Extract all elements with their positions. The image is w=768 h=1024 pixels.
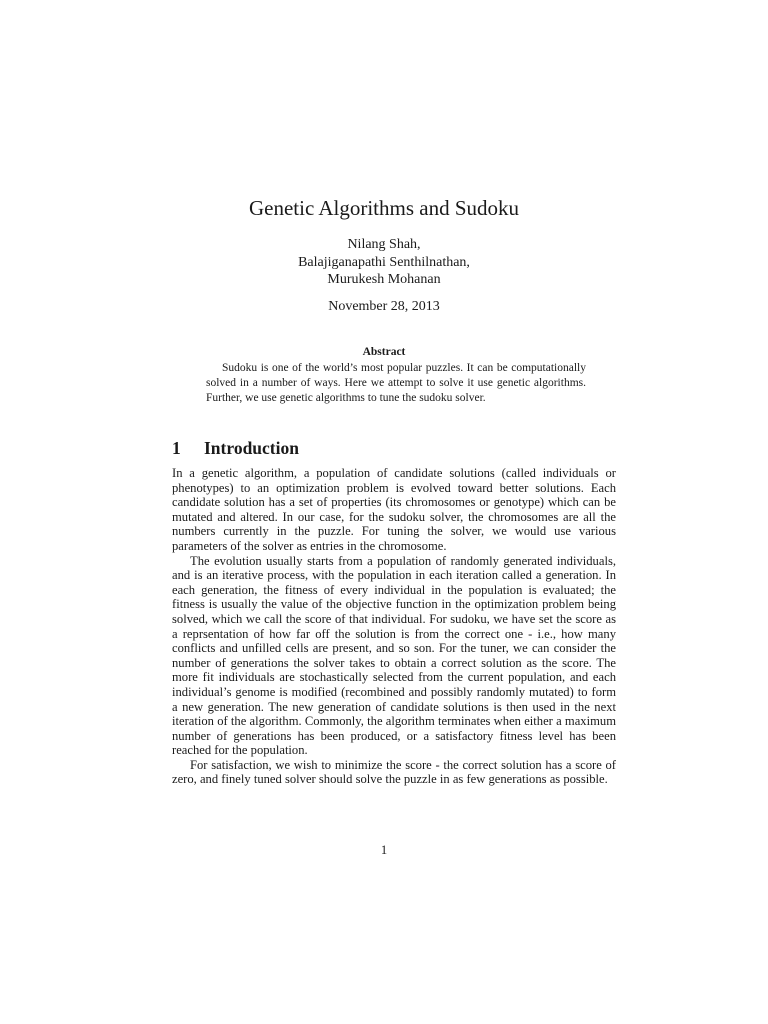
author-2: Balajiganapathi Senthilnathan, (298, 254, 470, 270)
section-heading (172, 437, 299, 459)
paragraph-1: In a genetic algorithm, a population of candidate solutions (called individuals or phenotypes) to an optimization problem is evolved toward better solutions. Each candidate solution has a set of properties (its chromosomes or genotype) which can be mutated and altered. In our case, for the sudoku solver, the chromosomes are all the numbers currently in the puzzle. For tuning the solver, we would use various parameters of the solver as entries in the chromosome. (172, 466, 616, 553)
author-3: Murukesh Mohanan (327, 272, 441, 287)
paragraph-3: For satisfaction, we wish to minimize the score - the correct solution has a score of zero, and finely tuned solver should solve the puzzle in as few generations as possible. (172, 757, 616, 787)
section-number: 1 (172, 438, 181, 458)
section-body (172, 466, 616, 787)
paper-title: Genetic Algorithms and Sudoku (248, 196, 520, 220)
paragraph-2: The evolution usually starts from a population of randomly generated individuals, and is an iterative process, with the population in each iteration called a generation. In each generation, the fitness of every individual in the population is evaluated; the fitness is usually the value of the objective function in the optimization problem being solved, which we call the score of that individual. For sudoku, we have set the score as a reprsentation of how far off the solution is from the correct one - i.e., how many conflicts and unfilled cells are present, and so son. For the tuner, we can consider the number of generations the solver takes to obtain a correct solution as the score. The more fit individuals are stochastically selected from the current population, and each individual’s genome is modified (recombined and possibly randomly mutated) to form a new generation. The new generation of candidate solutions is then used in the next iteration of the algorithm. Commonly, the algorithm terminates when either a maximum number of generations has been produced, or a satisfactory fitness level has been reached for the population. (172, 553, 616, 758)
abstract-text: Sudoku is one of the world’s most popular puzzles. It can be computationally solved in a number of ways. Here we attempt to solve it use genetic algorithms. Further, we use genetic algorithms to tune the sudoku solver. (206, 362, 586, 404)
author-1: Nilang Shah, (347, 237, 421, 252)
paper-date: November 28, 2013 (328, 299, 440, 314)
page-number: 1 (380, 843, 388, 857)
abstract-heading: Abstract (362, 346, 406, 358)
author-list (0, 236, 768, 289)
section-title: Introduction (204, 438, 299, 458)
